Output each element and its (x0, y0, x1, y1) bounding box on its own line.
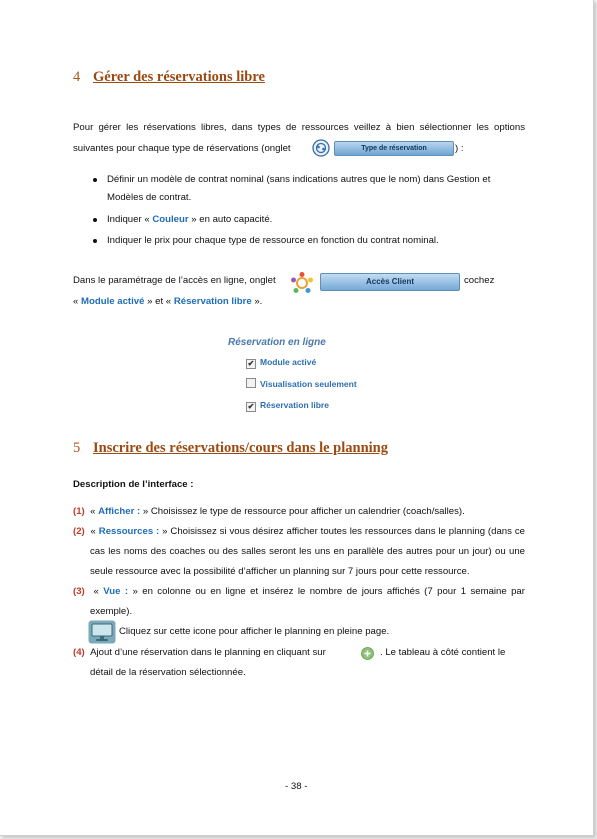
checkbox-checked-icon[interactable]: ✔ (247, 402, 255, 411)
item-4-line-1: (4) Ajout d’une réservation dans le planning en cliquant sur (73, 647, 326, 658)
description-title: Description de l’interface : (73, 479, 194, 490)
bullet-1-line-2: Modèles de contrat. (107, 192, 192, 203)
page-number: - 38 - (285, 781, 308, 792)
item-4-line-2: détail de la réservation sélectionnée. (90, 667, 246, 678)
item-2-line-1: (2) « Ressources : » Choisissez si vous désirez afficher toutes les ressources dans le planning (dans ce (73, 526, 525, 537)
section-5-heading (73, 440, 388, 457)
item-3-line-2: exemple). (90, 606, 133, 617)
bullet-1-line-1: Définir un modèle de contrat nominal (sans indications autres que le nom) dans Gestion et (107, 174, 491, 185)
section-title: Inscrire des réservations/cours dans le planning (93, 440, 388, 456)
online-line-1: Dans le paramétrage de l’accès en ligne, onglet (73, 275, 276, 286)
option-reservation-libre[interactable]: ✔ Réservation libre (247, 400, 329, 411)
online-line-1-end: cochez (464, 275, 495, 286)
item-3-line-1: (3) « Vue : » en colonne ou en ligne et insérez le nombre de jours affichés (7 pour 1 semaine par (73, 586, 525, 597)
item-number: (4) (73, 647, 85, 658)
section-number: 5 (73, 440, 81, 456)
section-title: Gérer des réservations libre (93, 69, 265, 85)
item-4-line-1-end: . Le tableau à côté contient le (380, 647, 506, 658)
option-visualisation-seulement[interactable]: Visualisation seulement (246, 378, 357, 389)
item-2-line-3: seule ressource avec la possibilité d’afficher un planning sur 7 jours pour cette ressource. (90, 566, 470, 577)
option-module-active[interactable]: ✔ Module activé (247, 357, 317, 368)
bullet-dot (93, 178, 97, 182)
intro-line-1: Pour gérer les réservations libres, dans types de ressources veillez à bien sélectionner les options (73, 122, 525, 133)
bullet-3: Indiquer le prix pour chaque type de ressource en fonction du contrat nominal. (107, 235, 439, 246)
item-number: (2) (73, 526, 85, 537)
tab-type-de-reservation[interactable]: Type de réservation (334, 141, 454, 156)
item-number: (3) (73, 586, 85, 597)
acces-client-icon (289, 271, 315, 295)
section-4-heading (73, 69, 265, 86)
add-plus-icon[interactable] (361, 647, 374, 660)
item-number: (1) (73, 506, 85, 517)
section-number: 4 (73, 69, 81, 85)
item-1: (1) « Afficher : » Choisissez le type de ressource pour afficher un calendrier (coach/salles). (73, 506, 465, 517)
module-active-keyword: Module activé (81, 296, 145, 307)
intro-line-2: suivantes pour chaque type de réservations (onglet (73, 143, 291, 154)
checkbox-checked-icon[interactable]: ✔ (247, 359, 255, 368)
panel-title: Réservation en ligne (228, 337, 326, 348)
checkbox-empty-icon[interactable] (246, 378, 256, 388)
bullet-dot (93, 239, 97, 243)
reservation-libre-keyword: Réservation libre (173, 296, 252, 307)
resource-type-icon (312, 139, 330, 157)
bullet-dot (93, 218, 97, 222)
item-2-line-2: cas les noms des coaches ou des salles seront les uns en parallèle des autres pour un jour) ou une (90, 546, 525, 557)
couleur-keyword: Couleur (152, 214, 189, 225)
online-line-2: « Module activé » et « Réservation libre ». (73, 296, 263, 307)
fullscreen-monitor-icon[interactable] (88, 620, 116, 644)
item-3-icon-text: Cliquez sur cette icone pour afficher le planning en pleine page. (119, 626, 390, 637)
tab-acces-client[interactable]: Accès Client (320, 273, 460, 291)
bullet-2: Indiquer « Couleur » en auto capacité. (107, 214, 273, 225)
intro-line-2-end: ) : (455, 143, 464, 154)
